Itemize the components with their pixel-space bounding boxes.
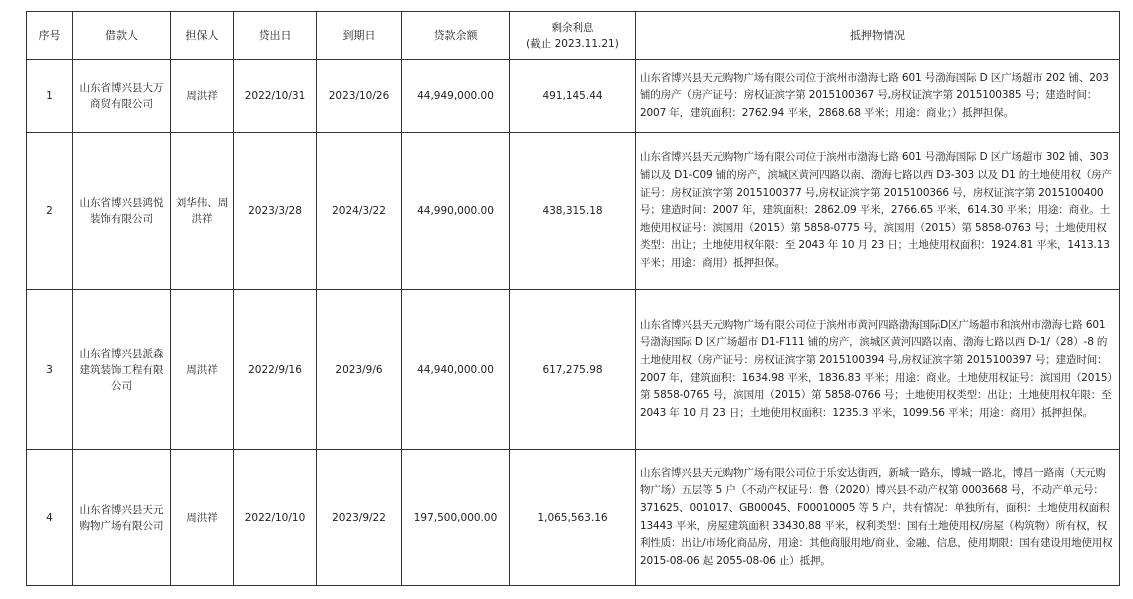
cell-collateral: 山东省博兴县天元购物广场有限公司位于滨州市渤海七路 601 号渤海国际 D 区广场超市 202 铺、203 铺的房产（房产证号：房权证滨字第 2015100367 号,房权证滨字第 2015100385 号；建造时间：2007 年，建筑面积：2762.94 平米，2868.68 平米；用途：商业；）抵押担保。 [636, 60, 1120, 133]
cell-no: 2 [27, 133, 73, 290]
cell-no: 3 [27, 290, 73, 450]
header-loan-date: 贷出日 [234, 12, 317, 60]
table-row [27, 450, 1120, 586]
cell-loan-date: 2022/10/10 [234, 450, 317, 586]
header-due-date: 到期日 [317, 12, 402, 60]
cell-borrower: 山东省博兴县鸿悦装饰有限公司 [73, 133, 171, 290]
cell-balance: 44,940,000.00 [402, 290, 510, 450]
cell-no: 1 [27, 60, 73, 133]
cell-guarantor: 刘华伟、周洪祥 [171, 133, 234, 290]
table-row [27, 290, 1120, 450]
cell-due-date: 2024/3/22 [317, 133, 402, 290]
cell-no: 4 [27, 450, 73, 586]
cell-due-date: 2023/9/6 [317, 290, 402, 450]
cell-collateral: 山东省博兴县天元购物广场有限公司位于滨州市黄河四路渤海国际D区广场超市和滨州市渤海七路 601 号渤海国际 D 区广场超市 D1-F111 铺的房产，滨城区黄河四路以南、渤海七路以西 D-1/（28）-8 的土地使用权（房产证号：房权证滨字第 2015100394 号,房权证滨字第 2015100397 号；建造时间：2007 年，建筑面积：1634.98 平米，1836.83 平米；用途：商业。土地使用权证号：滨国用（2015）第 5858-0765 号，滨国用（2015）第 5858-0766 号；土地使用权类型：出让；土地使用权年限：至 2043 年 10 月 23 日；土地使用权面积：1235.3 平米，1099.56 平米；用途：商用）抵押担保。 [636, 290, 1120, 450]
header-borrower: 借款人 [73, 12, 171, 60]
loan-collateral-table [26, 11, 1120, 586]
loan-table-container [26, 11, 1120, 586]
header-guarantor: 担保人 [171, 12, 234, 60]
cell-due-date: 2023/10/26 [317, 60, 402, 133]
cell-loan-date: 2022/9/16 [234, 290, 317, 450]
cell-loan-date: 2022/10/31 [234, 60, 317, 133]
cell-due-date: 2023/9/22 [317, 450, 402, 586]
header-interest-note: (截止 2023.11.21) [526, 37, 619, 50]
cell-balance: 197,500,000.00 [402, 450, 510, 586]
cell-guarantor: 周洪祥 [171, 450, 234, 586]
cell-borrower: 山东省博兴县天元购物广场有限公司 [73, 450, 171, 586]
header-no: 序号 [27, 12, 73, 60]
cell-guarantor: 周洪祥 [171, 290, 234, 450]
header-balance: 贷款余额 [402, 12, 510, 60]
cell-loan-date: 2023/3/28 [234, 133, 317, 290]
cell-collateral: 山东省博兴县天元购物广场有限公司位于乐安达街西，新城一路东，博城一路北，博昌一路南（天元购物广场）五层等 5 户（不动产权证号：鲁（2020）博兴县不动产权第 0003668 号，不动产单元号：371625、001017、GB00045、F00010005 等 5 户，共有情况：单独所有，面积：土地使用权面积 13443 平米，房屋建筑面积 33430.88 平米，权利类型：国有土地使用权/房屋（构筑物）所有权，权利性质：出让/市场化商品房，用途：其他商服用地/商业、金融、信息，使用期限：国有建设用地使用权 2015-08-06 起 2055-08-06 止）抵押。 [636, 450, 1120, 586]
table-header-row [27, 12, 1120, 60]
header-collateral: 抵押物情况 [636, 12, 1120, 60]
cell-collateral: 山东省博兴县天元购物广场有限公司位于滨州市渤海七路 601 号渤海国际 D 区广场超市 302 铺、303 铺以及 D1-C09 铺的房产，滨城区黄河四路以南、渤海七路以西 D3-303 以及 D1 的土地使用权（房产证号：房权证滨字第 2015100377 号,房权证滨字第 2015100366 号，房权证滨字第 2015100400 号；建造时间：2007 年，建筑面积：2862.09 平米，2766.65 平米，614.30 平米；用途：商业。土地使用权证号：滨国用（2015）第 5858-0775 号，滨国用（2015）第 5858-0763 号；土地使用权类型：出让；土地使用权年限：至 2043 年 10 月 23 日；土地使用权面积：1924.81 平米，1413.13 平米；用途：商用）抵押担保。 [636, 133, 1120, 290]
table-row [27, 60, 1120, 133]
cell-interest: 1,065,563.16 [510, 450, 636, 586]
cell-borrower: 山东省博兴县派森建筑装饰工程有限公司 [73, 290, 171, 450]
header-interest [510, 12, 636, 60]
cell-interest: 617,275.98 [510, 290, 636, 450]
cell-balance: 44,990,000.00 [402, 133, 510, 290]
cell-guarantor: 周洪祥 [171, 60, 234, 133]
cell-interest: 438,315.18 [510, 133, 636, 290]
header-interest-label: 剩余利息 [551, 21, 594, 34]
cell-balance: 44,949,000.00 [402, 60, 510, 133]
cell-interest: 491,145.44 [510, 60, 636, 133]
cell-borrower: 山东省博兴县大万商贸有限公司 [73, 60, 171, 133]
table-row [27, 133, 1120, 290]
